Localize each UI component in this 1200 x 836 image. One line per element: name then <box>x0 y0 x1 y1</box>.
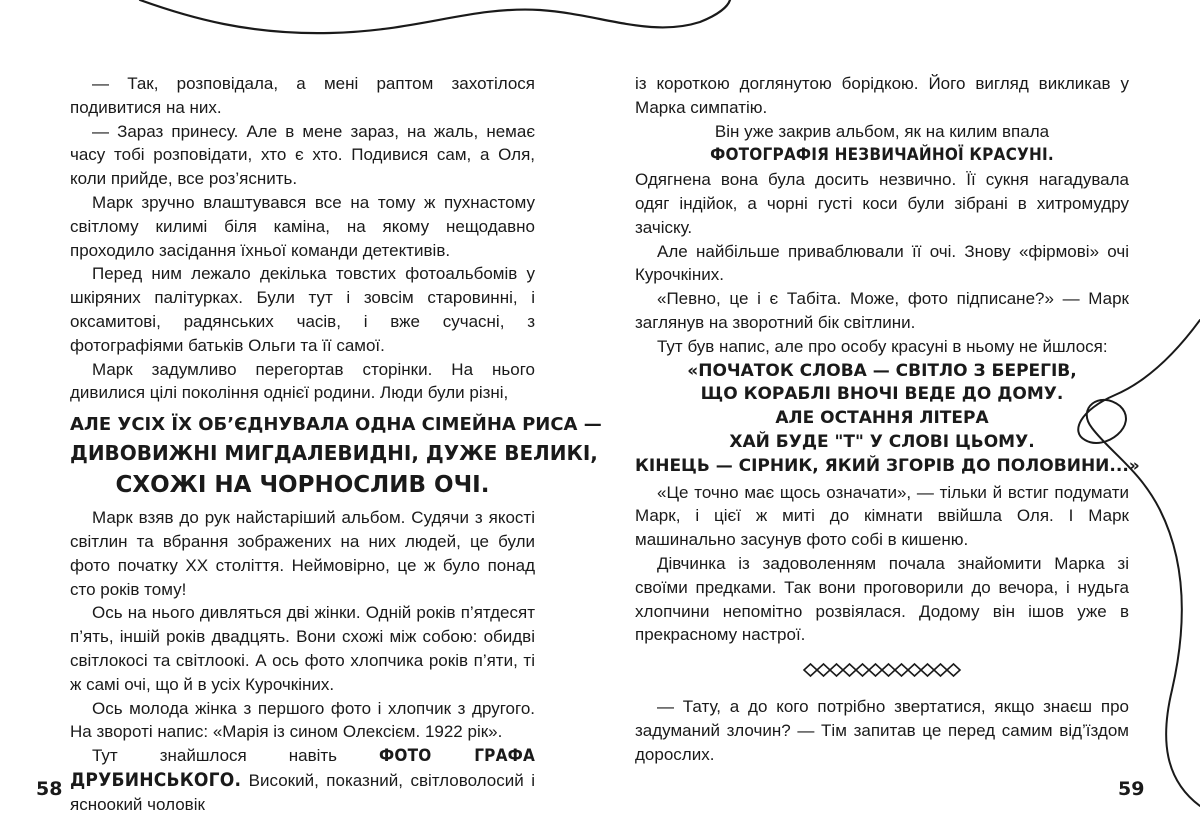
paragraph: Тут був напис, але про особу красуні в ньому не йшлося: <box>657 336 1108 356</box>
right-page <box>635 72 1140 767</box>
paragraph <box>70 744 535 816</box>
page-number-left: 58 <box>36 778 63 800</box>
paragraph: «Це точно має щось означати», — тільки й встиг подумати Марк, і цієї ж миті до кімнати ввійшла Оля. І Марк машинально засунув фото собі в кишеню. <box>635 482 1129 550</box>
highlight-text: ФОТО ГРАФА <box>379 746 536 767</box>
callout-quote <box>70 411 602 502</box>
highlight-line <box>635 143 1129 168</box>
highlight-text: ДРУБИНСЬКОГО. <box>70 768 242 791</box>
paragraph: Ось на нього дивляться дві жінки. Одній років п’ятдесят п’ять, іншій років двадцять. Вони схожі між собою: обидві світлокосі та світлоокі. А ось фото хлопчика років п’яти, ті ж самі очі, що й в усіх Курочкіних. <box>70 603 535 694</box>
paragraph: — Так, розповідала, а мені раптом захотілося подивитися на них. <box>70 74 535 117</box>
paragraph: — Тату, а до кого потрібно звертатися, якщо знаєш про задуманий злочин? — Тім запитав це перед самим від’їздом дорослих. <box>635 697 1129 764</box>
diamond-mark <box>908 664 921 676</box>
paragraph: — Зараз принесу. Але в мене зараз, на жаль, немає часу тобі розповідати, хто є хто. Подивися сам, а Оля, коли прийде, все роз’яснить. <box>70 121 535 189</box>
poem-line: «ПОЧАТОК СЛОВА — СВІТЛО З БЕРЕГІВ, <box>687 360 1077 381</box>
callout-line: АЛЕ УСІХ ЇХ ОБ’ЄДНУВАЛА ОДНА СІМЕЙНА РИСА — <box>70 414 602 436</box>
paragraph: Марк взяв до рук найстаріший альбом. Судячи з якості світлин та вбрання зображених на них людей, це були фото початку ХХ століття. Неймовірно, це ж було понад сто років тому! <box>70 508 535 599</box>
diamond-mark <box>830 664 843 676</box>
paragraph: із короткою доглянутою борідкою. Його вигляд викликав у Марка симпатію. <box>635 74 1129 117</box>
diamond-mark <box>895 664 908 676</box>
paragraph: «Певно, це і є Табіта. Може, фото підписане?» — Марк заглянув на зворотний бік світлини. <box>635 289 1129 332</box>
paragraph: Перед ним лежало декілька товстих фотоальбомів у шкіряних палітурках. Були тут і зовсім старовинні, і оксамитові, радянських часів, і вже сучасні, з фотографіями батьків Ольги та її самої. <box>70 264 535 355</box>
diamond-mark <box>934 664 947 676</box>
diamond-divider-icon <box>635 661 1129 677</box>
paragraph: Марк зручно влаштувався все на тому ж пухнастому світлому килимі біля каміна, на якому нещодавно проходило засідання їхньої команди детективів. <box>70 192 535 260</box>
diamond-mark <box>921 664 934 676</box>
diamond-mark <box>817 664 830 676</box>
paragraph: Дівчинка із задоволенням почала знайомити Марка зі своїми предками. Так вони проговорили до вечора, і нудьга хлопчини непомітно розвіялася. Додому він ішов уже в прекрасному настрої. <box>635 553 1129 645</box>
poem-line: ЩО КОРАБЛІ ВНОЧІ ВЕДЕ ДО ДОМУ. <box>700 384 1064 405</box>
paragraph: Марк задумливо перегортав сторінки. На нього дивилися цілі покоління однієї родини. Люди були різні, <box>70 359 535 403</box>
diamond-mark <box>947 664 960 676</box>
callout-line: ДИВОВИЖНІ МИГДАЛЕВИДНІ, ДУЖЕ ВЕЛИКІ, <box>70 441 598 466</box>
poem-line: КІНЕЦЬ — СІРНИК, ЯКИЙ ЗГОРІВ ДО ПОЛОВИНИ...» <box>635 455 1140 476</box>
diamond-mark <box>882 664 895 676</box>
diamond-mark <box>869 664 882 676</box>
callout-line: СХОЖІ НА ЧОРНОСЛИВ ОЧІ. <box>115 472 490 499</box>
page-number-right: 59 <box>1118 778 1145 800</box>
poem-line: ХАЙ БУДЕ "Т" У СЛОВІ ЦЬОМУ. <box>729 431 1035 452</box>
text-run: Високий, показний, світловолосий і ясноокий чоловік <box>70 770 535 814</box>
diamond-mark <box>804 664 817 676</box>
paragraph: Одягнена вона була досить незвично. Її сукня нагадувала одяг індійок, а чорні густі коси були зібрані в хитромудру зачіску. <box>635 170 1129 237</box>
diamond-mark <box>856 664 869 676</box>
highlight-text: ФОТОГРАФІЯ НЕЗВИЧАЙНОЇ КРАСУНІ. <box>710 145 1054 166</box>
text-run: Тут знайшлося навіть <box>92 746 338 766</box>
poem-inscription <box>635 360 1140 479</box>
paragraph: Він уже закрив альбом, як на килим впала <box>714 121 1050 141</box>
paragraph: Ось молода жінка з першого фото і хлопчик з другого. На звороті напис: «Марія із сином Олексієм. 1922 рік». <box>70 698 535 742</box>
left-page <box>70 72 602 817</box>
paragraph: Але найбільше приваблювали її очі. Знову «фірмові» очі Курочкіних. <box>635 241 1129 285</box>
diamond-mark <box>843 664 856 676</box>
poem-line: АЛЕ ОСТАННЯ ЛІТЕРА <box>775 408 989 429</box>
